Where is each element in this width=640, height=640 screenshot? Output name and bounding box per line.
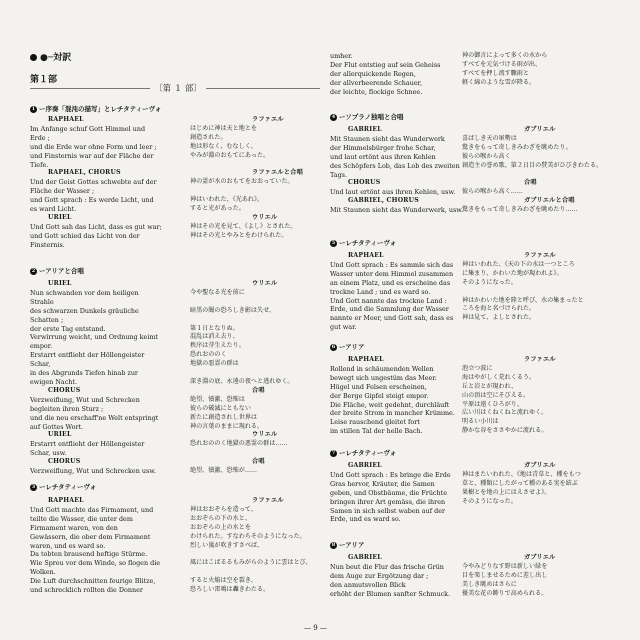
german-text bbox=[330, 252, 453, 332]
german-text bbox=[30, 116, 162, 250]
text-line: Und Gott sprach : Es bringe die Erde bbox=[330, 470, 451, 479]
text-line: 地獄の悪霊の群は bbox=[190, 360, 239, 368]
section-1-title: 1 ー序奏「混沌の描写」とレチタティーヴォ bbox=[31, 105, 162, 113]
text-line: 暗黒の闇の恐ろしき影は失せ、 bbox=[190, 306, 276, 314]
text-line: trockne Land ; und es ward so. bbox=[330, 287, 431, 296]
role-label: ウリエル bbox=[252, 431, 278, 439]
role-label: URIEL bbox=[48, 213, 72, 221]
text-line: 平原は遠くひろがり、 bbox=[462, 400, 523, 408]
text-line: 深き淵の底、永遠の夜へと逃れゆく。 bbox=[190, 377, 294, 385]
text-line: der breite Strom in mancher Krümme. bbox=[330, 409, 455, 418]
text-line bbox=[462, 323, 584, 332]
text-line: Rollend in schäumenden Wellen bbox=[330, 364, 434, 373]
role-label: RAPHAEL bbox=[348, 356, 384, 363]
text-line: 彼らの破滅にともない bbox=[190, 404, 251, 412]
text-line: begleiten ihren Sturz ; bbox=[30, 404, 104, 413]
text-line: すると火焔は空を裂き、 bbox=[190, 577, 257, 585]
text-line: geben, und Obstbäume, die Früchte bbox=[330, 488, 447, 497]
text-line: gut war. bbox=[330, 323, 357, 332]
text-line: des Schöpfers Lob, das Lob des zweiten bbox=[330, 161, 460, 170]
text-line: und Gott schied das Licht von der bbox=[30, 231, 140, 240]
text-line: 今や聖なる光を前に bbox=[190, 288, 245, 296]
text-line: 混乱は消え去り、 bbox=[190, 333, 239, 341]
text-line: 神の霊が水のおもてをおおっていた。 bbox=[190, 178, 294, 186]
text-line: Da tobten brausend heftige Stürme. bbox=[30, 550, 148, 559]
text-line: 美しき眺めはさらに bbox=[462, 580, 517, 588]
text-line bbox=[462, 515, 581, 524]
bullet-icon bbox=[30, 54, 37, 61]
text-line: der allerquickende Regen, bbox=[330, 69, 416, 78]
text-line: empor. bbox=[30, 342, 53, 351]
text-line: Erde ; bbox=[30, 133, 50, 142]
text-line: 静かな谷をささやかに流れる。 bbox=[462, 427, 548, 435]
text-line: Die Luft durchschnitten feurige Blitze, bbox=[30, 577, 156, 586]
text-line: すべてを押し流す驟雨と bbox=[462, 69, 529, 77]
text-line: 神はその光を見て、《よし》とされた。 bbox=[190, 222, 297, 230]
japanese-text bbox=[190, 497, 312, 595]
text-line: 丘と岩とが現われ、 bbox=[462, 382, 518, 390]
text-line bbox=[190, 187, 303, 196]
header-title: ●─対訳 bbox=[30, 50, 71, 63]
text-line: Samen in sich selbst waben auf der bbox=[330, 506, 446, 515]
role-label: RAPHAEL bbox=[48, 497, 84, 504]
japanese-text bbox=[462, 356, 556, 436]
text-line: 山の頂は空にそびえる。 bbox=[462, 391, 530, 399]
text-line: umher. bbox=[330, 52, 353, 60]
text-line bbox=[190, 298, 293, 307]
text-line: Mit Staunen sieht das Wunderwerk, usw. bbox=[330, 206, 463, 215]
text-line: Schatten ; bbox=[30, 315, 64, 324]
text-line: Die Fläche, weit gedehnt, durchläuft bbox=[330, 400, 450, 409]
text-line bbox=[190, 550, 312, 559]
page-number: — 9 — bbox=[304, 624, 327, 632]
section-label: 第１部 bbox=[30, 75, 58, 85]
text-line: 新たに創造されし世界は bbox=[190, 413, 258, 421]
text-line: 神はその光とやみとをわけられた。 bbox=[190, 231, 288, 239]
text-line: 第１日となりぬ。 bbox=[190, 324, 239, 332]
text-line: 絶望、憤激、恐怖は bbox=[190, 395, 245, 403]
text-line: Und Gott sah das Licht, dass es gut war; bbox=[30, 222, 162, 231]
text-line: 神の御言によって多くの水から bbox=[462, 52, 548, 59]
role-label: URIEL bbox=[48, 280, 72, 287]
section-5-title: 5 ーレチタティーヴォ bbox=[331, 239, 397, 247]
text-line: Im Anfange schuf Gott Himmel und bbox=[30, 124, 146, 133]
japanese-text bbox=[462, 554, 556, 599]
text-line: Und laut ertönt aus ihren Kehlen, usw. bbox=[330, 188, 456, 197]
text-line: 神はいわれた、《天の下の水は一つところ bbox=[462, 260, 575, 268]
text-line: Nun schwanden vor dem heiligen bbox=[30, 288, 139, 297]
text-line: Leise rauschend gleitet fort bbox=[330, 418, 420, 427]
text-line: 驚きをもって奇しきみわざを眺めたり。 bbox=[462, 143, 572, 151]
text-line: 恐れおののく地獄の悪霊の群は…… bbox=[190, 440, 288, 448]
role-label: CHORUS bbox=[48, 386, 81, 394]
text-line: Verzweiflung, Wut und Schrecken bbox=[30, 395, 140, 404]
role-label: ラファエル bbox=[252, 116, 284, 123]
text-line: nannte er Meer, und Gott sah, dass es bbox=[330, 314, 454, 323]
text-line: Und der Geist Gottes schwebte auf der bbox=[30, 178, 157, 187]
role-label: 合唱 bbox=[524, 179, 537, 187]
text-line: 喜ばしき天の軍勢は bbox=[462, 134, 517, 142]
role-label: ウリエル bbox=[252, 280, 278, 287]
text-line: すべてを元気づける雨が出、 bbox=[462, 60, 542, 68]
text-line: im stillen Tal der helle Bach. bbox=[330, 427, 423, 436]
role-label: GABRIEL bbox=[348, 554, 382, 561]
text-line bbox=[190, 241, 303, 250]
role-label: CHORUS bbox=[48, 458, 81, 466]
text-line bbox=[190, 316, 293, 325]
text-line: teilte die Wasser, die unter dem bbox=[30, 514, 133, 523]
text-line: in des Abgrunds Tiefen hinab zur bbox=[30, 369, 138, 378]
text-line: 草と、種類にしたがって種のある実を結ぶ bbox=[462, 479, 578, 487]
role-label: ラファエルと合唱 bbox=[252, 169, 303, 177]
text-line: Und Gott machte das Firmament, und bbox=[30, 505, 154, 514]
text-line: und die neu erschaff'ne Welt entspringt bbox=[30, 413, 159, 422]
text-line: 風にはこばるるもみがらのように雲はとび、 bbox=[190, 559, 312, 567]
text-line bbox=[190, 449, 293, 458]
text-line: Strahle bbox=[30, 297, 54, 306]
text-line: dem Auge zur Ergötzung dar ; bbox=[330, 571, 429, 580]
text-line: den anmutsvollen Blick bbox=[330, 580, 406, 589]
text-line: Tags. bbox=[330, 170, 347, 179]
role-label: ウリエル bbox=[252, 213, 278, 221]
text-line: an einem Platz, und es erscheine das bbox=[330, 278, 451, 287]
text-line: 果樹とを地の上にはえさせよ》。 bbox=[462, 488, 551, 496]
japanese-text bbox=[462, 126, 602, 215]
text-line: おおぞらの上の水とを bbox=[190, 523, 251, 531]
text-line: 広い川はくねくねと流れゆく。 bbox=[462, 409, 548, 417]
text-line: 秩序は芽生えたり。 bbox=[190, 342, 245, 350]
text-line: Der Flut entstieg auf sein Geheiss bbox=[330, 60, 441, 69]
role-label: RAPHAEL, CHORUS bbox=[48, 169, 121, 177]
role-label: ラファエル bbox=[524, 356, 556, 363]
text-line: 神はいわれた、《光あれ》。 bbox=[190, 196, 264, 204]
role-label: RAPHAEL bbox=[348, 252, 384, 259]
role-label: ガブリエル bbox=[524, 126, 556, 133]
text-line: 神はおおぞらを造って、 bbox=[190, 505, 257, 513]
text-line: Erde, und die Sammlung der Wasser bbox=[330, 305, 449, 314]
role-label: 合唱 bbox=[252, 458, 265, 466]
text-line: der leichte, flockige Schnee. bbox=[330, 87, 423, 96]
text-line: Wolken. bbox=[30, 568, 56, 577]
text-line: und laut ertönt aus ihren Kehlen bbox=[330, 152, 436, 161]
text-line bbox=[462, 288, 584, 297]
text-line: des schwarzen Dunkels gräuliche bbox=[30, 306, 139, 315]
part-label: 〔第 １ 部〕 bbox=[150, 82, 206, 94]
text-line: Hügel und Felsen erscheinen, bbox=[330, 382, 427, 391]
text-line: 恐ろしい雷鳴は轟きわたる。 bbox=[190, 586, 270, 594]
text-line: 絶望、憤激、恐怖が…… bbox=[190, 467, 258, 475]
text-line: bringen ihrer Art gemäss, die ihren bbox=[330, 497, 446, 506]
text-line: der Berge Gipfel steigt empor. bbox=[330, 391, 429, 400]
german-text bbox=[330, 126, 463, 215]
text-line: Gras hervor, Kräuter, die Samen bbox=[330, 479, 435, 488]
role-label: CHORUS bbox=[348, 179, 381, 187]
text-line: Erstarrt entflieht der Höllengeister bbox=[30, 351, 145, 360]
text-line: 地は形なく、むなしく、 bbox=[190, 142, 257, 150]
role-label: ガブリエル bbox=[524, 462, 556, 469]
text-line: der erste Tag entstand. bbox=[30, 324, 106, 333]
japanese-text bbox=[190, 280, 293, 476]
text-line: 驚きをもって奇しきみわざを眺めたり…… bbox=[462, 206, 578, 214]
text-line bbox=[462, 507, 581, 516]
text-line: 海はやがしく荒れくるう。 bbox=[462, 373, 536, 381]
section-8-title: 8 ーアリア bbox=[331, 541, 365, 549]
text-line: auf Gottes Wort. bbox=[30, 422, 84, 431]
text-line: わけられた。すなわちそのようになった。 bbox=[190, 532, 306, 540]
japanese-text bbox=[190, 116, 303, 250]
text-line: Firmament waren, von den bbox=[30, 523, 118, 532]
text-line: bewegt sich ungestüm das Meer. bbox=[330, 373, 437, 382]
text-line: に集まり、かわいた地が現われよ》。 bbox=[462, 269, 563, 277]
german-text bbox=[330, 356, 455, 436]
text-line: ewigen Nacht. bbox=[30, 377, 78, 386]
text-line: 神はかわいた地を陸と呼び、水の集まったと bbox=[462, 296, 584, 304]
text-line: Verwirrung weicht, und Ordnung keimt bbox=[30, 333, 158, 342]
section-2-title: 2 ーアリアと合唱 bbox=[31, 267, 84, 275]
text-line: Nun beut die Flur das frische Grün bbox=[330, 562, 444, 571]
japanese-text bbox=[462, 462, 581, 524]
role-label: ラファエル bbox=[252, 497, 284, 504]
text-line: es ward Licht. bbox=[30, 205, 77, 214]
text-line: やみが淵のおもてにあった。 bbox=[190, 151, 270, 159]
role-label: GABRIEL, CHORUS bbox=[348, 197, 419, 205]
text-line bbox=[462, 88, 547, 97]
text-line: 神はまたいわれた、《地は青草と、種をもつ bbox=[462, 470, 581, 478]
text-line: Finsternis. bbox=[30, 240, 65, 249]
text-line: Erde, und es ward so. bbox=[330, 515, 401, 524]
text-line: 目を楽しませるために差し出し bbox=[462, 571, 548, 579]
text-line bbox=[190, 369, 293, 378]
text-line: Schar, usw. bbox=[30, 449, 67, 458]
role-label: ラファエル bbox=[524, 252, 556, 259]
text-line: 彼らの喉から高く…… bbox=[462, 188, 523, 196]
german-text bbox=[330, 462, 451, 524]
text-line: Wasser unter dem Himmel zusammen bbox=[330, 269, 454, 278]
text-line: 明るい小川は bbox=[462, 418, 499, 426]
text-line: waren, und es ward so. bbox=[30, 541, 106, 550]
text-line: 神は見て、よしとされた。 bbox=[462, 314, 536, 322]
text-line: そのようになった。 bbox=[462, 497, 517, 505]
section-7-title: 7 ーレチタティーヴォ bbox=[331, 449, 397, 457]
text-line: 泡立つ波に bbox=[462, 364, 493, 372]
text-line: Fläche der Wasser ; bbox=[30, 187, 95, 196]
text-line: 彼らの喉から高く bbox=[462, 152, 511, 160]
text-line: Mit Staunen sieht das Wunderwerk bbox=[330, 134, 445, 143]
section-4-title: 4 ーソプラノ独唱と合唱 bbox=[331, 113, 404, 121]
text-line: 優美な花の飾りで高められる。 bbox=[462, 589, 548, 597]
role-label: RAPHAEL bbox=[48, 116, 84, 123]
text-line: und schrecklich rollten die Donner bbox=[30, 586, 143, 595]
text-line: erhöht der Blumen sanfter Schmuck. bbox=[330, 589, 451, 598]
text-line: すると光があった。 bbox=[190, 205, 245, 213]
role-label: ガブリエル bbox=[524, 554, 556, 561]
text-line: 烈しい嵐が吹きすさべば、 bbox=[190, 541, 264, 549]
text-line: Verzweiflung, Wut und Schrecken usw. bbox=[30, 467, 156, 476]
role-label: GABRIEL bbox=[348, 126, 382, 133]
german-text bbox=[330, 554, 450, 599]
text-line: 今やみどりなす野は新しい緑を bbox=[462, 562, 548, 570]
text-line: Und Gott nannte das trockne Land : bbox=[330, 296, 447, 305]
text-line: der allverheerende Schauer, bbox=[330, 78, 423, 87]
text-line: und Gott sprach : Es werde Licht, und bbox=[30, 196, 154, 205]
role-label: URIEL bbox=[48, 431, 72, 439]
text-line: Gewässern, die ober dem Firmament bbox=[30, 532, 151, 541]
text-line: ころを海と名づけられた。 bbox=[462, 305, 536, 313]
japanese-text bbox=[462, 52, 547, 97]
german-text bbox=[30, 280, 158, 476]
text-line: 軽く綿のような雪が降る。 bbox=[462, 78, 536, 86]
role-label: GABRIEL bbox=[348, 462, 382, 469]
role-label: 合唱 bbox=[252, 386, 265, 394]
german-text bbox=[330, 52, 440, 97]
text-line: 創造主の誉め歌、第２日目の賛美がひびきわたる。 bbox=[462, 161, 603, 169]
text-line: und die Erde war ohne Form und leer ; bbox=[30, 142, 157, 151]
text-line: はじめに神は天と地とを bbox=[190, 124, 258, 132]
text-line: そのようになった。 bbox=[462, 278, 517, 286]
text-line: 恐れおののく bbox=[190, 351, 227, 359]
section-3-title: 3 ーレチタティーヴォ bbox=[31, 483, 97, 491]
german-text bbox=[30, 497, 160, 595]
text-line: und Finsternis war auf der Fläche der bbox=[30, 151, 154, 160]
text-line: 神の言葉のままに現れる。 bbox=[190, 422, 264, 430]
text-line: 創造された。 bbox=[190, 133, 227, 141]
text-line: der Himmelsbürger frohe Schar, bbox=[330, 143, 436, 152]
text-line bbox=[190, 568, 312, 577]
japanese-text bbox=[462, 252, 584, 332]
text-line: Tiefe. bbox=[30, 160, 49, 169]
section-6-title: 6 ーアリア bbox=[331, 343, 365, 351]
text-line: Schar, bbox=[30, 360, 51, 369]
text-line: Erstarrt entflieht der Höllengeister bbox=[30, 440, 145, 449]
text-line: Und Gott sprach : Es sammle sich das bbox=[330, 260, 454, 269]
role-label: ガブリエルと合唱 bbox=[524, 197, 575, 205]
text-line: Wie Spreu vor dem Winde, so flogen die bbox=[30, 559, 161, 568]
text-line: おおぞらの下の水と、 bbox=[190, 514, 251, 522]
